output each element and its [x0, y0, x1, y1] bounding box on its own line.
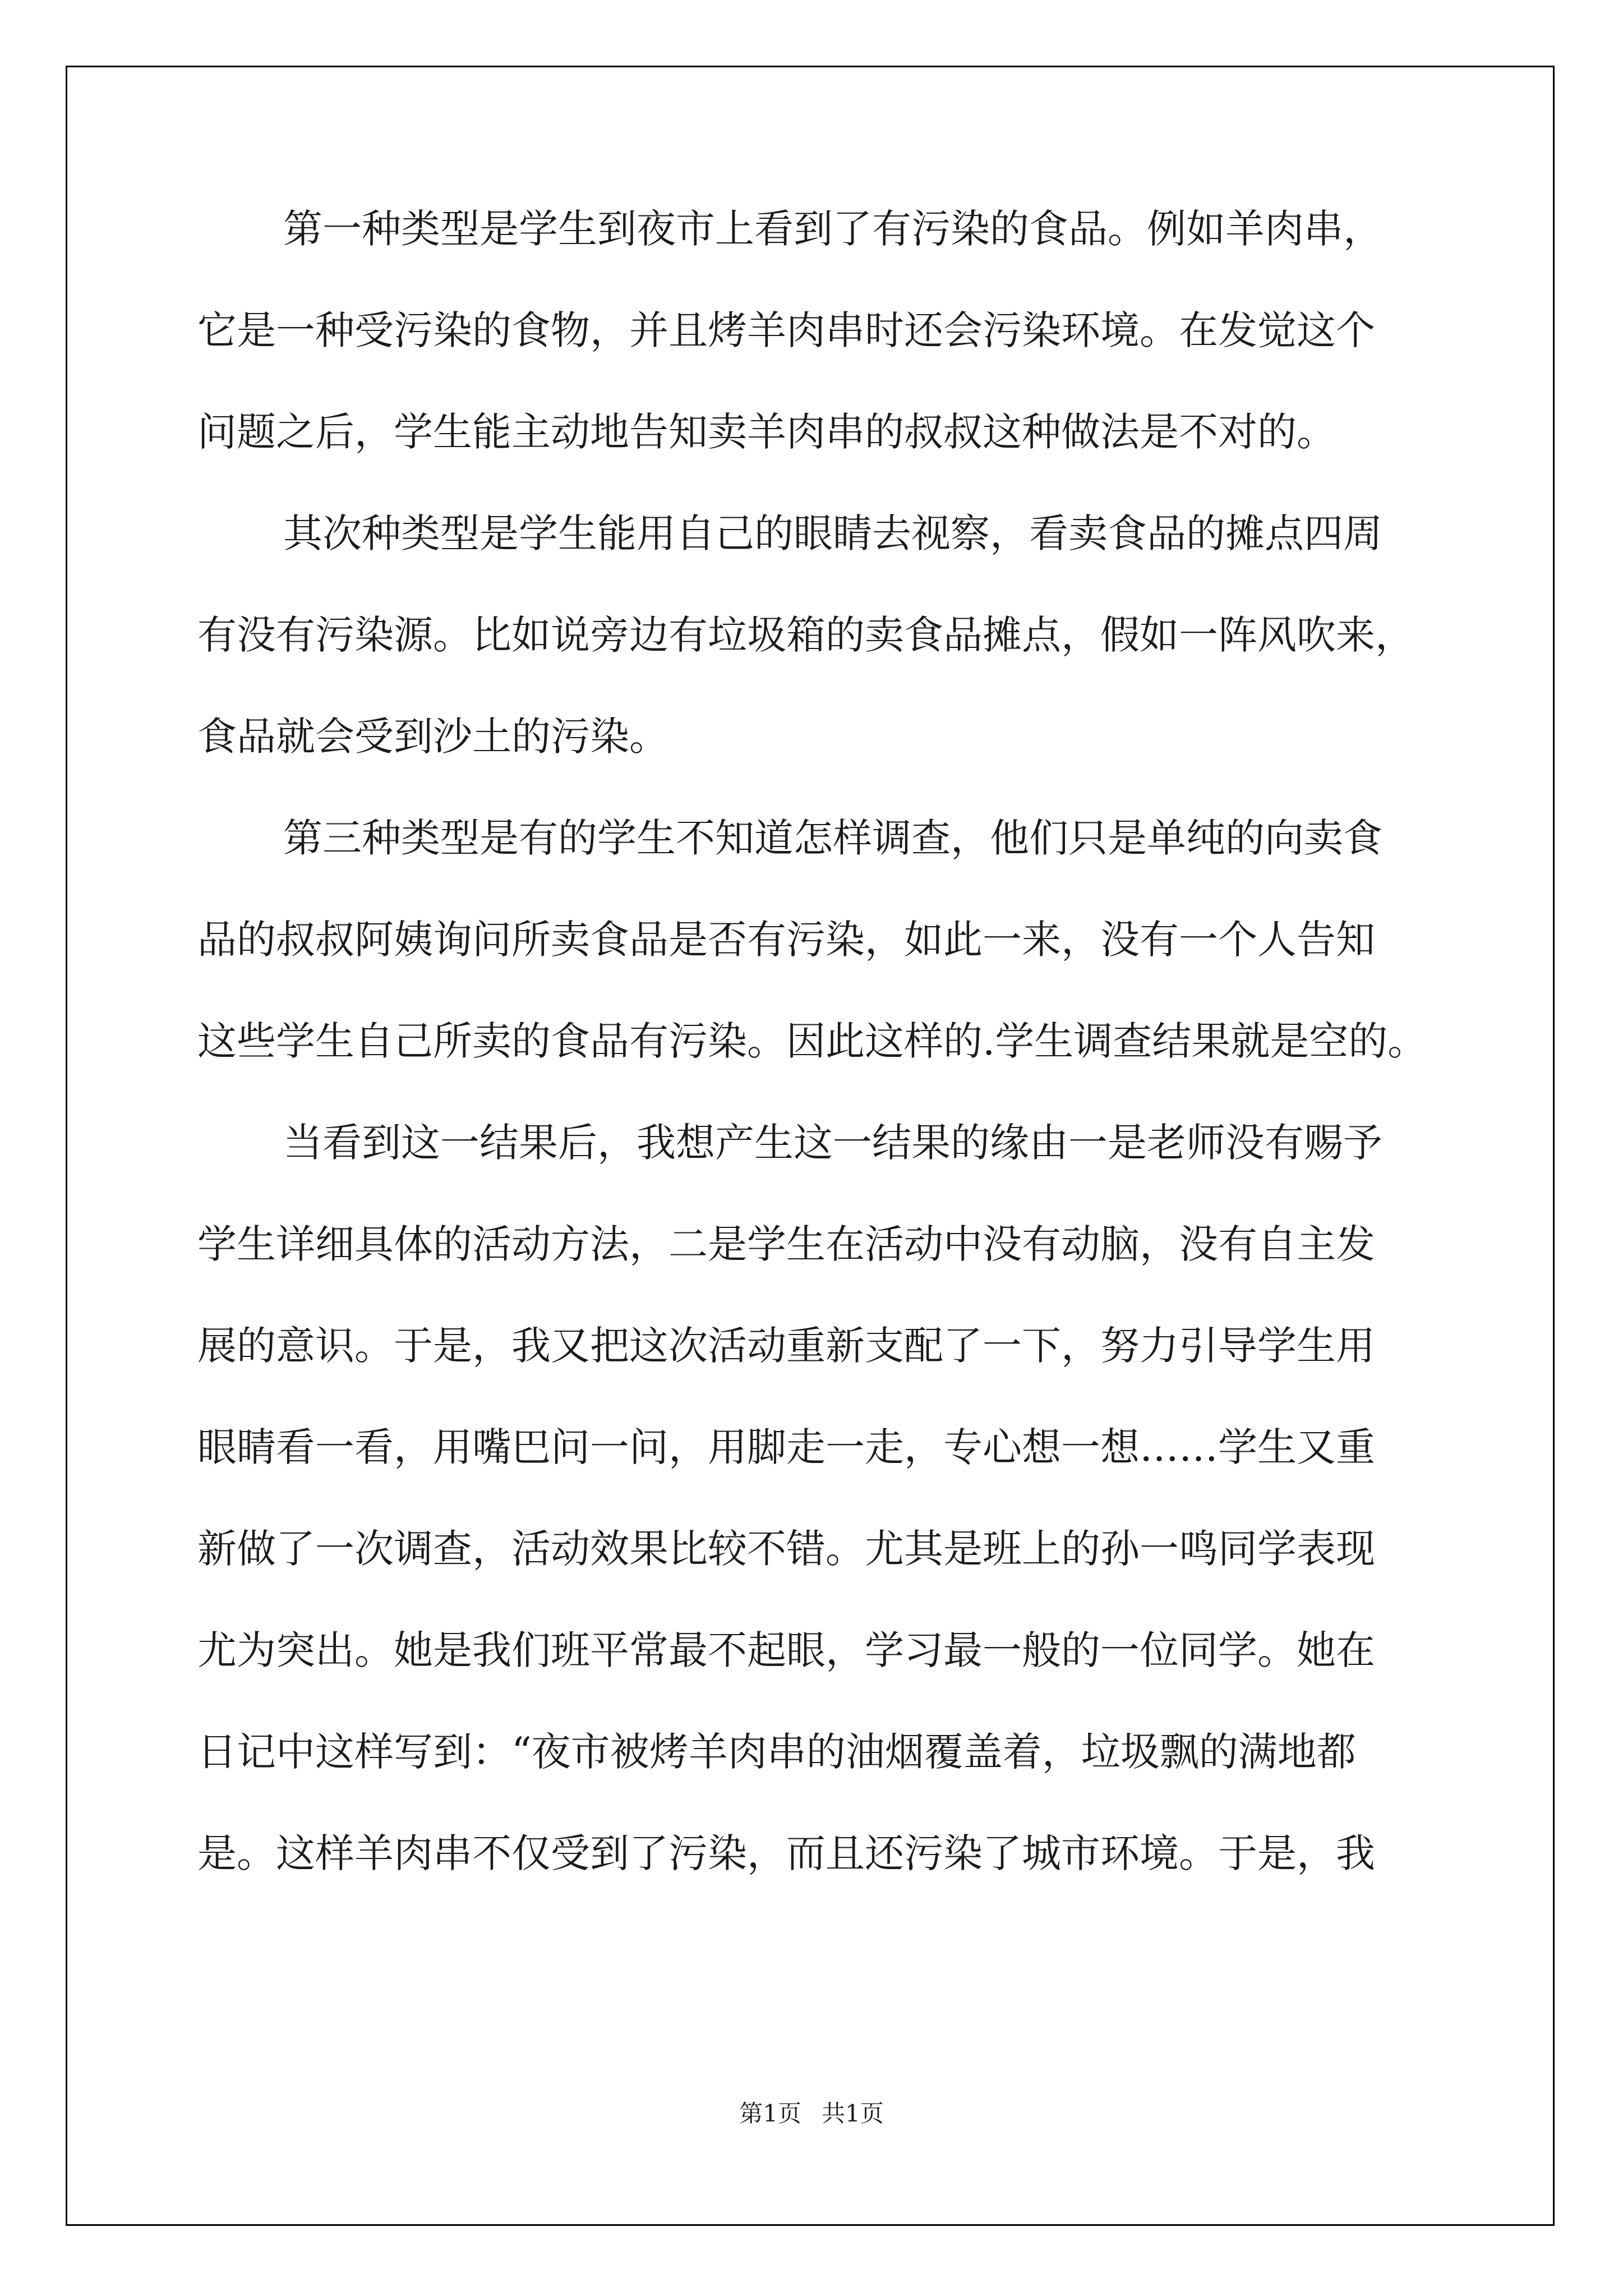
text-line: 眼睛看一看，用嘴巴问一问，用脚走一走，专心想一想……学生又重	[197, 1424, 1375, 1470]
text-line: 新做了一次调查，活动效果比较不错。尤其是班上的孙一鸣同学表现	[197, 1526, 1375, 1572]
document-body	[197, 208, 1431, 1934]
text-line: 这些学生自己所卖的食品有污染。因此这样的.学生调查结果就是空的。	[197, 1018, 1427, 1064]
page-footer	[0, 2095, 1623, 2129]
text-line: 日记中这样写到：“夜市被烤羊肉串的油烟覆盖着，垃圾飘的满地都	[197, 1729, 1356, 1775]
text-line: 有没有污染源。比如说旁边有垃圾箱的卖食品摊点，假如一阵风吹来，	[197, 612, 1414, 658]
text-line: 当看到这一结果后，我想产生这一结果的缘由一是老师没有赐予	[283, 1120, 1382, 1166]
text-line: 品的叔叔阿姨询问所卖食品是否有污染，如此一来，没有一个人告知	[197, 917, 1375, 963]
text-line: 其次种类型是学生能用自己的眼睛去视察，看卖食品的摊点四周	[283, 510, 1382, 556]
text-line: 展的意识。于是，我又把这次活动重新支配了一下，努力引导学生用	[197, 1323, 1375, 1369]
text-line: 是。这样羊肉串不仅受到了污染，而且还污染了城市环境。于是，我	[197, 1830, 1375, 1876]
text-line: 第一种类型是学生到夜市上看到了有污染的食品。例如羊肉串，	[283, 206, 1382, 252]
text-line: 学生详细具体的活动方法，二是学生在活动中没有动脑，没有自主发	[197, 1221, 1375, 1267]
text-line: 第三种类型是有的学生不知道怎样调查，他们只是单纯的向卖食	[283, 815, 1382, 861]
text-line: 它是一种受污染的食物，并且烤羊肉串时还会污染环境。在发觉这个	[197, 307, 1375, 353]
text-line: 问题之后，学生能主动地告知卖羊肉串的叔叔这种做法是不对的。	[197, 409, 1336, 455]
text-line: 尤为突出。她是我们班平常最不起眼，学习最一般的一位同学。她在	[197, 1627, 1375, 1673]
page-total: 共1页	[822, 2100, 884, 2127]
text-line: 食品就会受到沙土的污染。	[197, 714, 668, 760]
page-number: 第1页	[739, 2100, 801, 2127]
